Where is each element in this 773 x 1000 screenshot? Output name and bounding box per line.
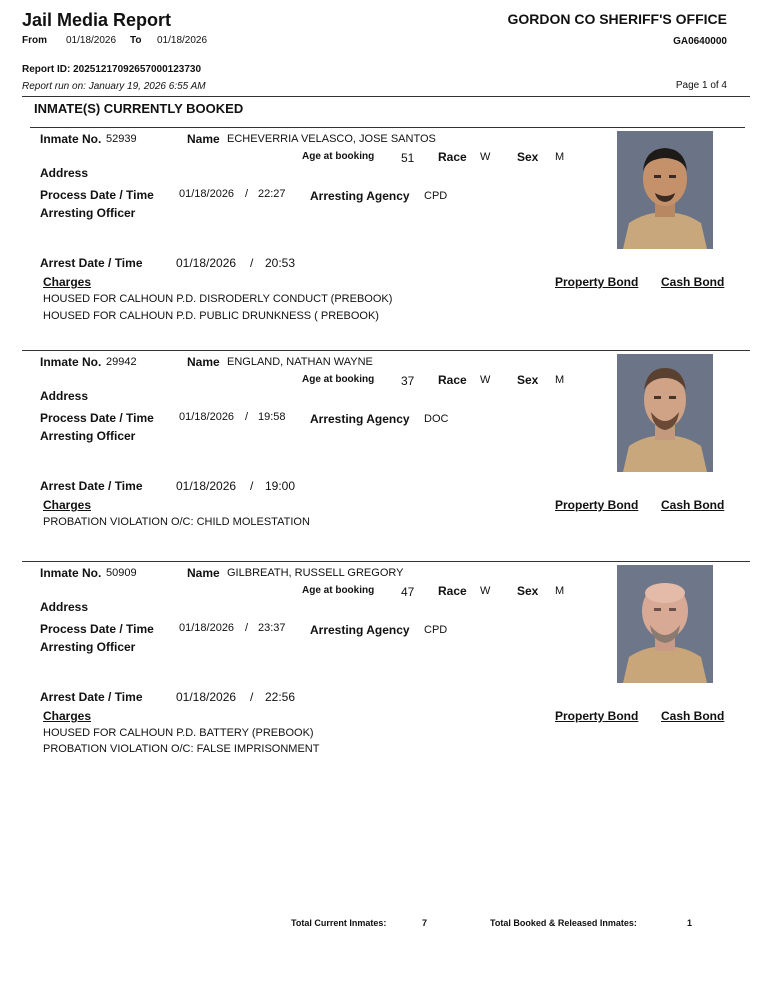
name-label: Name — [187, 132, 220, 146]
page-number: Page 1 of 4 — [675, 80, 727, 91]
arrest-label: Arrest Date / Time — [40, 479, 143, 493]
age-label: Age at booking — [302, 374, 375, 385]
arresting-agency-value: CPD — [424, 190, 448, 202]
inmate-number: 50909 — [106, 567, 137, 579]
total-booked-released-label: Total Booked & Released Inmates: — [490, 918, 637, 928]
from-date: 01/18/2026 — [66, 35, 117, 46]
inmate-photo — [617, 354, 713, 472]
separator: / — [245, 411, 249, 423]
race-value: W — [480, 151, 491, 163]
charges-label: Charges — [43, 709, 92, 723]
sex-label: Sex — [517, 150, 539, 164]
process-time: 23:37 — [258, 622, 286, 634]
process-date: 01/18/2026 — [179, 411, 235, 423]
cash-bond-label: Cash Bond — [661, 709, 725, 723]
inmate-no-label: Inmate No. — [40, 355, 102, 369]
total-booked-released-value: 1 — [687, 918, 693, 928]
to-date: 01/18/2026 — [157, 35, 208, 46]
arresting-agency-value: DOC — [424, 413, 449, 425]
process-time: 22:27 — [258, 188, 286, 200]
sex-value: M — [555, 374, 565, 386]
property-bond-label: Property Bond — [555, 709, 639, 723]
property-bond-label: Property Bond — [555, 498, 639, 512]
record-divider — [22, 350, 750, 351]
charge-item: PROBATION VIOLATION O/C: CHILD MOLESTATION — [43, 516, 310, 528]
charge-item: PROBATION VIOLATION O/C: FALSE IMPRISONMENT — [43, 743, 320, 755]
process-label: Process Date / Time — [40, 622, 154, 636]
cash-bond-label: Cash Bond — [661, 275, 725, 289]
arresting-officer-label: Arresting Officer — [40, 206, 136, 220]
address-label: Address — [40, 166, 89, 180]
total-current-value: 7 — [422, 918, 428, 928]
arrest-label: Arrest Date / Time — [40, 690, 143, 704]
inmate-no-label: Inmate No. — [40, 566, 102, 580]
age-label: Age at booking — [302, 151, 375, 162]
process-time: 19:58 — [258, 411, 286, 423]
race-value: W — [480, 585, 491, 597]
report-id: Report ID: 20251217092657000123730 — [22, 64, 202, 75]
record-divider — [22, 561, 750, 562]
header-divider — [22, 96, 750, 97]
report-run: Report run on: January 19, 2026 6:55 AM — [22, 81, 206, 92]
inmate-name: ENGLAND, NATHAN WAYNE — [227, 356, 373, 368]
process-date: 01/18/2026 — [179, 188, 235, 200]
from-label: From — [22, 35, 47, 46]
arrest-date: 01/18/2026 — [176, 690, 237, 704]
arrest-time: 19:00 — [265, 479, 296, 493]
arrest-time: 20:53 — [265, 256, 296, 270]
inmate-number: 52939 — [106, 133, 137, 145]
sex-value: M — [555, 585, 565, 597]
age-label: Age at booking — [302, 585, 375, 596]
report-title: Jail Media Report — [22, 10, 172, 30]
charge-item: HOUSED FOR CALHOUN P.D. PUBLIC DRUNKNESS ( PREBOOK) — [43, 310, 379, 322]
arresting-agency-label: Arresting Agency — [310, 412, 410, 426]
inmate-name: ECHEVERRIA VELASCO, JOSE SANTOS — [227, 133, 436, 145]
arresting-agency-label: Arresting Agency — [310, 189, 410, 203]
process-label: Process Date / Time — [40, 411, 154, 425]
separator: / — [250, 479, 254, 493]
section-divider — [30, 127, 745, 128]
name-label: Name — [187, 566, 220, 580]
process-date: 01/18/2026 — [179, 622, 235, 634]
address-label: Address — [40, 389, 89, 403]
race-value: W — [480, 374, 491, 386]
charges-label: Charges — [43, 275, 92, 289]
inmate-number: 29942 — [106, 356, 137, 368]
age-value: 47 — [401, 585, 415, 599]
charge-item: HOUSED FOR CALHOUN P.D. BATTERY (PREBOOK) — [43, 727, 314, 739]
separator: / — [245, 188, 249, 200]
inmate-photo — [617, 131, 713, 249]
name-label: Name — [187, 355, 220, 369]
charge-item: HOUSED FOR CALHOUN P.D. DISRODERLY CONDUCT (PREBOOK) — [43, 293, 393, 305]
race-label: Race — [438, 584, 467, 598]
arresting-agency-value: CPD — [424, 624, 448, 636]
arresting-agency-label: Arresting Agency — [310, 623, 410, 637]
inmate-name: GILBREATH, RUSSELL GREGORY — [227, 567, 404, 579]
sex-label: Sex — [517, 373, 539, 387]
sex-value: M — [555, 151, 565, 163]
race-label: Race — [438, 373, 467, 387]
inmate-no-label: Inmate No. — [40, 132, 102, 146]
arresting-officer-label: Arresting Officer — [40, 640, 136, 654]
property-bond-label: Property Bond — [555, 275, 639, 289]
section-title: INMATE(S) CURRENTLY BOOKED — [34, 101, 244, 116]
arrest-label: Arrest Date / Time — [40, 256, 143, 270]
process-label: Process Date / Time — [40, 188, 154, 202]
age-value: 37 — [401, 374, 415, 388]
to-label: To — [130, 35, 142, 46]
race-label: Race — [438, 150, 467, 164]
age-value: 51 — [401, 151, 415, 165]
arresting-officer-label: Arresting Officer — [40, 429, 136, 443]
arrest-date: 01/18/2026 — [176, 479, 237, 493]
agency-code: GA0640000 — [673, 36, 727, 47]
charges-label: Charges — [43, 498, 92, 512]
arrest-time: 22:56 — [265, 690, 296, 704]
inmate-photo — [617, 565, 713, 683]
sex-label: Sex — [517, 584, 539, 598]
total-current-label: Total Current Inmates: — [291, 918, 387, 928]
agency-name: GORDON CO SHERIFF'S OFFICE — [507, 11, 727, 27]
separator: / — [250, 690, 254, 704]
separator: / — [250, 256, 254, 270]
separator: / — [245, 622, 249, 634]
arrest-date: 01/18/2026 — [176, 256, 237, 270]
cash-bond-label: Cash Bond — [661, 498, 725, 512]
address-label: Address — [40, 600, 89, 614]
